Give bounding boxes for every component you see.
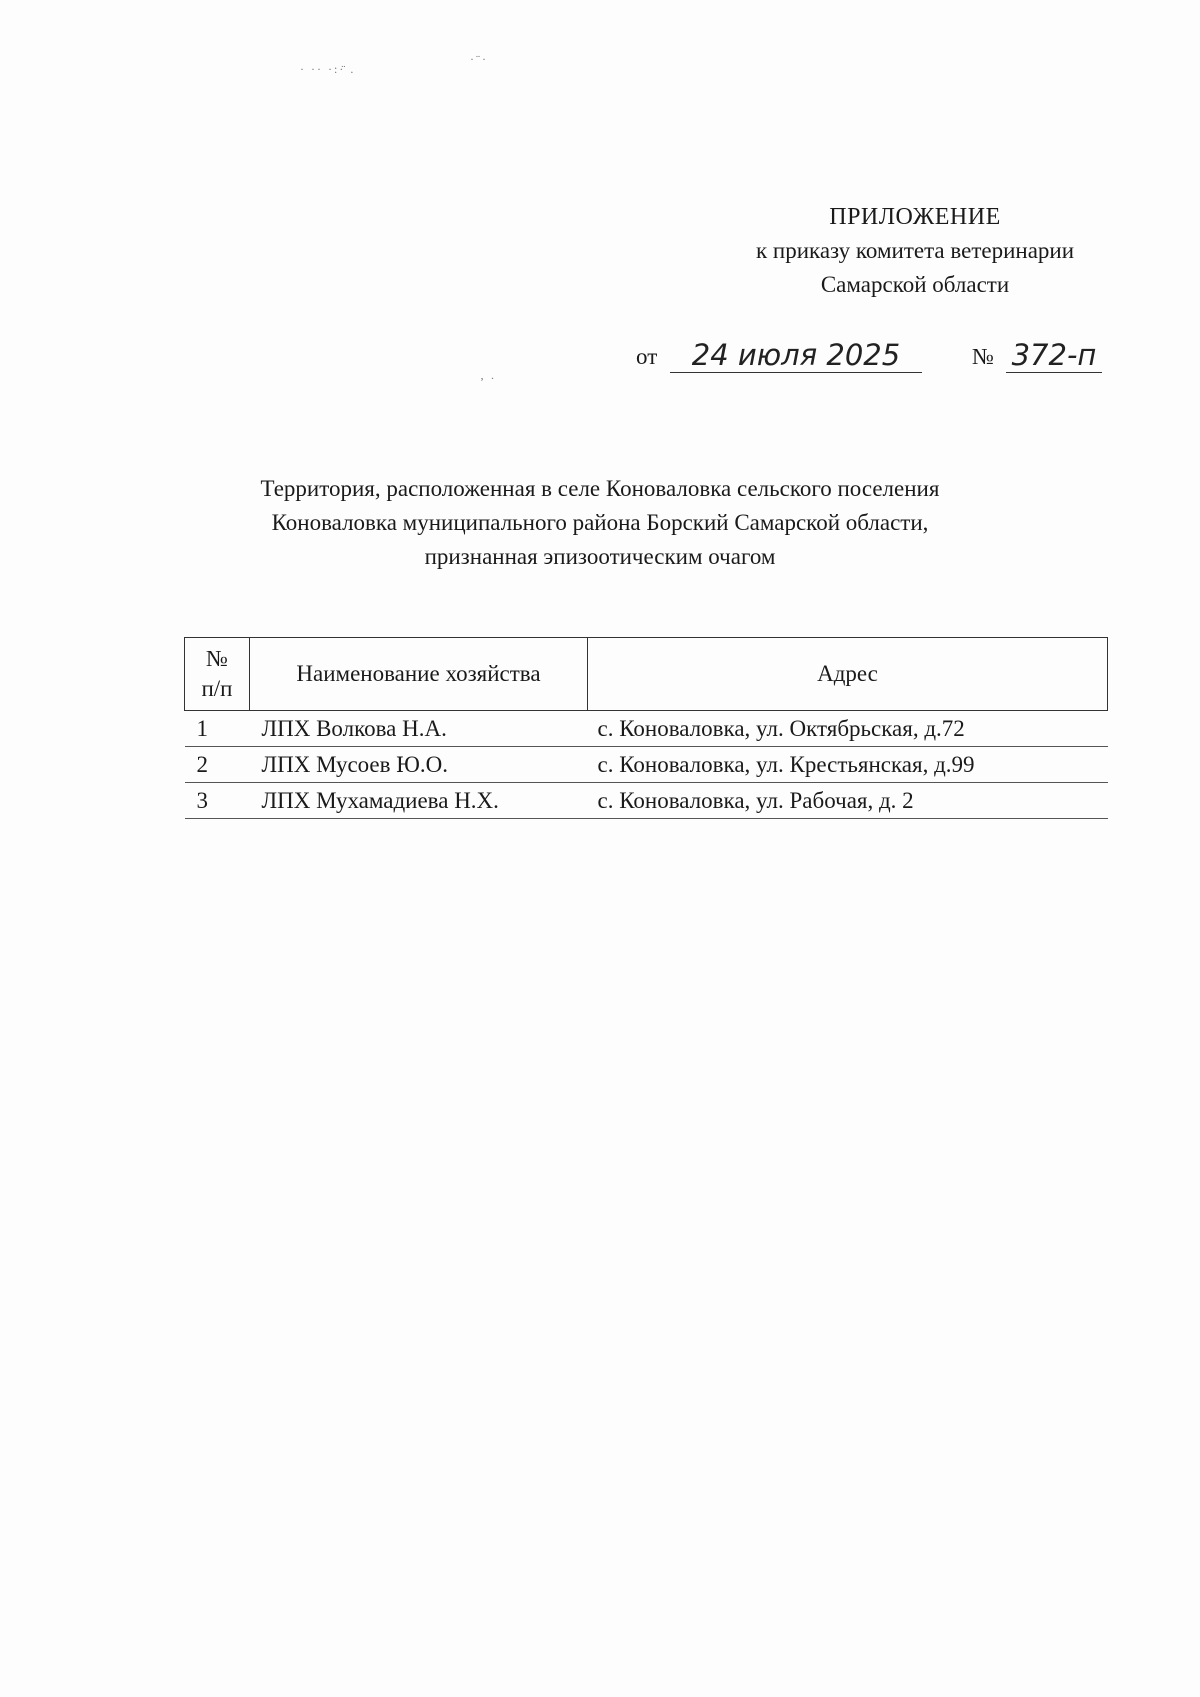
- scan-artifact: ‚ .: [480, 368, 496, 382]
- row-number: 2: [185, 747, 250, 783]
- appendix-line-2: Самарской области: [820, 272, 1010, 297]
- header-number-line-1: №: [206, 646, 228, 671]
- header-address: Адрес: [588, 638, 1108, 711]
- row-address: с. Коноваловка, ул. Рабочая, д. 2: [588, 783, 1108, 819]
- table-row: [185, 783, 1108, 819]
- document-heading: [150, 472, 1050, 574]
- heading-line-2: Коноваловка муниципального района Борский Самарской области,: [271, 510, 929, 535]
- header-number: [185, 638, 250, 711]
- row-address: с. Коноваловка, ул. Крестьянская, д.99: [588, 747, 1108, 783]
- order-number: 372-п: [1006, 338, 1102, 373]
- table-row: [185, 711, 1108, 747]
- appendix-block: [700, 200, 1130, 302]
- row-name: ЛПХ Волкова Н.А.: [250, 711, 588, 747]
- row-address: с. Коноваловка, ул. Октябрьская, д.72: [588, 711, 1108, 747]
- order-reference: [630, 338, 1110, 378]
- appendix-title: ПРИЛОЖЕНИЕ: [829, 204, 1001, 230]
- scan-artifact: ·¨·: [470, 52, 488, 66]
- farms-table: [184, 637, 1108, 819]
- scan-artifact: · ·· ·:·̈ .: [300, 62, 356, 76]
- heading-line-3: признанная эпизоотическим очагом: [424, 544, 776, 569]
- table-row: [185, 747, 1108, 783]
- order-from-label: от: [636, 344, 658, 369]
- row-number: 1: [185, 711, 250, 747]
- header-number-line-2: п/п: [201, 676, 233, 701]
- heading-line-1: Территория, расположенная в селе Коноваловка сельского поселения: [260, 476, 940, 501]
- table-header-row: [185, 638, 1108, 711]
- order-date: 24 июля 2025: [670, 338, 922, 373]
- header-name: Наименование хозяйства: [250, 638, 588, 711]
- appendix-line-1: к приказу комитета ветеринарии: [755, 238, 1075, 263]
- order-number-label: №: [972, 344, 994, 369]
- row-name: ЛПХ Мухамадиева Н.Х.: [250, 783, 588, 819]
- row-number: 3: [185, 783, 250, 819]
- row-name: ЛПХ Мусоев Ю.О.: [250, 747, 588, 783]
